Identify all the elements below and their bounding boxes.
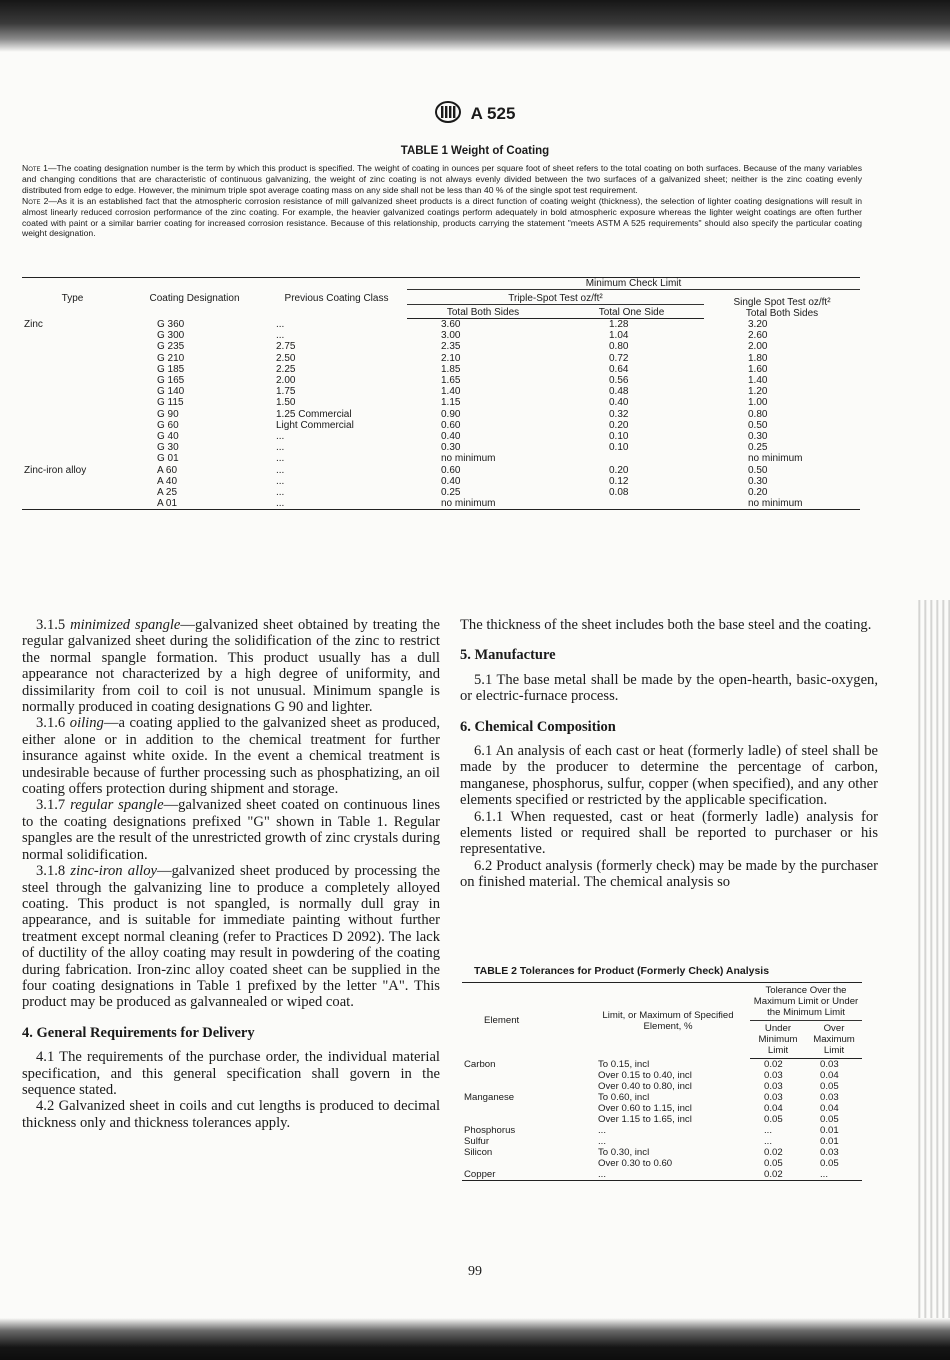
cell-previous: ... [276,431,285,443]
cell-single-spot: 0.20 [748,487,768,499]
cell-total-both: 1.65 [441,375,461,387]
cell-type [22,353,123,364]
table-row [462,1070,862,1081]
table-row [22,397,860,408]
cell-over: 0.04 [820,1103,839,1114]
cell-single-spot: 0.30 [748,431,768,443]
cell-element: Copper [462,1169,586,1181]
table-row [22,409,860,420]
cell-total-one: 0.10 [609,442,629,454]
cell-type [22,476,123,487]
cell-type [22,364,123,375]
cell-over: 0.04 [820,1070,839,1081]
p317-term: regular spangle [70,797,164,814]
cell-single-spot: no minimum [748,453,803,465]
cell-designation: A 40 [157,475,178,487]
cell-total-one: 0.40 [609,397,629,409]
table-row [462,1081,862,1092]
table-row [22,330,860,341]
p317-text: —galvanized sheet coated on continuous lines to the coating designations prefixed "G" shown in Table 1. Regular spangles are the result of the unrestricted growth of zinc crystals during normal solidification. [22,797,440,863]
cell-over: 0.03 [820,1092,839,1103]
cell-type [22,487,123,498]
astm-logo-icon [435,101,461,128]
para-3-1-6 [22,715,440,797]
cell-single-spot: 1.20 [748,386,768,398]
cell-type [22,341,123,352]
cell-total-one [559,453,704,464]
cell-under: 0.02 [750,1169,806,1181]
table-row [22,487,860,498]
cell-type [22,431,123,442]
cell-total-both: 1.85 [441,363,461,375]
para-4-2-cont: The thickness of the sheet includes both the base steel and the coating. [460,617,872,633]
th-total-one: Total One Side [559,305,704,319]
scan-top-edge [0,0,950,52]
table-row [462,1169,862,1181]
page-number: 99 [468,1264,482,1279]
single-spot-label: Single Spot Test oz/ft² [733,296,831,308]
cell-over: ... [806,1169,862,1181]
cell-previous: ... [276,475,285,487]
cell-single-spot: 1.00 [748,397,768,409]
cell-type [22,442,123,453]
cell-designation: G 30 [157,442,179,454]
th-previous-class: Previous Coating Class [266,278,407,319]
cell-element: Silicon [464,1147,493,1158]
cell-single-spot: 2.60 [748,330,768,342]
cell-type [22,330,123,341]
cell-element: Manganese [464,1092,515,1103]
table-row [22,442,860,453]
cell-type [22,397,123,408]
cell-over: 0.05 [820,1081,839,1092]
cell-total-one: 0.08 [609,487,629,499]
cell-total-both: 0.25 [441,487,461,499]
th-min-check-limit: Minimum Check Limit [407,278,860,290]
cell-limit: Over 0.30 to 0.60 [598,1158,673,1169]
cell-total-one: 0.72 [609,352,629,364]
cell-previous: ... [276,464,285,476]
designation-title: A 525 [470,103,516,123]
cell-limit: Over 1.15 to 1.65, incl [598,1114,692,1125]
cell-total-both: 0.40 [441,431,461,443]
table-row [22,319,860,331]
cell-previous: ... [276,319,285,330]
cell-previous: 1.50 [276,397,296,409]
cell-total-both: no minimum [407,498,559,510]
cell-total-both: no minimum [441,453,496,465]
cell-total-both: 0.60 [441,464,461,476]
cell-total-both: 3.00 [441,330,461,342]
cell-total-one: 0.80 [609,341,629,353]
cell-total-both: 0.30 [441,442,461,454]
para-6-1: 6.1 An analysis of each cast or heat (formerly ladle) of steel shall be made by the producer to determine the percentage of carbon, manganese, phosphorus, sulfur, copper (when specified), and any other elements specified or restricted by the applicable specification. [460,743,878,809]
table-row [462,1059,862,1071]
p315-num: 3.1.5 [36,617,66,633]
table2-wrapper [462,965,862,1181]
cell-limit: Over 0.60 to 1.15, incl [598,1103,692,1114]
cell-total-one: 0.64 [609,363,629,375]
cell-type [22,453,123,464]
cell-total-both: 0.40 [441,475,461,487]
cell-single-spot: no minimum [704,498,860,510]
note1-label: Note 1 [22,163,48,173]
cell-single-spot: 0.25 [748,442,768,454]
cell-previous: 2.25 [276,363,296,375]
table2-title: TABLE 2 Tolerances for Product (Formerly Check) Analysis [474,965,770,977]
cell-previous: ... [276,442,285,454]
table-row [22,465,860,476]
cell-designation: G 140 [157,386,185,398]
cell-previous: 2.75 [276,341,296,353]
cell-element [462,1103,586,1114]
cell-single-spot: 0.50 [748,419,768,431]
cell-over: 0.01 [820,1136,839,1147]
cell-designation: G 01 [157,453,179,465]
cell-previous: ... [266,498,407,510]
table-row [22,476,860,487]
table-row [22,498,860,510]
cell-previous: 2.50 [276,352,296,364]
section-4-heading: 4. General Requirements for Delivery [22,1024,255,1041]
note-2 [22,196,862,240]
cell-limit: Over 0.15 to 0.40, incl [598,1070,692,1081]
cell-designation: G 210 [157,352,185,364]
cell-designation: G 60 [157,419,179,431]
th-coating-designation: Coating Designation [123,278,266,319]
cell-total-both: 0.90 [441,408,461,420]
cell-over: 0.05 [820,1158,839,1169]
cell-type [22,386,123,397]
table-row [462,1103,862,1114]
para-3-1-7 [22,797,440,863]
p318-text: —galvanized sheet produced by processing the steel through the galvanizing line to produce a completely alloyed coating. This product is not spangled, is normally dull gray in appearance, and is suitable for immediate painting without further treatment except normal cleaning (refer to Practices D 2092). The lack of ductility of the alloy coating may result in powdering of the coating during fabrication. Iron-zinc alloy coated sheet can be supplied in the four coating designations in Table 1 prefixed by the letter "A". This product may be produced as galvannealed or wiped coat. [22,863,441,1011]
cell-limit: Over 0.40 to 0.80, incl [598,1081,692,1092]
table2-tolerances [462,982,862,1181]
p315-term: minimized spangle [70,617,181,633]
cell-limit: ... [598,1136,606,1147]
cell-designation: A 60 [157,464,178,476]
cell-single-spot: 1.60 [748,363,768,375]
table-row [22,364,860,375]
cell-designation: G 90 [157,408,179,420]
cell-single-spot: 1.80 [748,352,768,364]
cell-total-one: 0.48 [609,386,629,398]
cell-type [22,409,123,420]
cell-element [462,1070,586,1081]
cell-previous: 1.25 Commercial [276,408,352,420]
cell-under: 0.03 [764,1092,783,1103]
cell-over: 0.01 [820,1125,839,1136]
cell-designation: G 185 [157,363,185,375]
table-row [22,386,860,397]
table1-title: TABLE 1 Weight of Coating [400,145,550,157]
cell-previous: ... [276,330,285,342]
th-single-spot [704,290,860,319]
th-tolerance: Tolerance Over the Maximum Limit or Under the Minimum Limit [750,983,862,1021]
th-triple-spot: Triple-Spot Test oz/ft² [407,290,704,305]
cell-total-one: 0.32 [609,408,629,420]
cell-total-one: 0.20 [609,464,629,476]
para-5-1: 5.1 The base metal shall be made by the open-hearth, basic-oxygen, or electric-furnace process. [460,671,878,705]
cell-total-both: 3.60 [441,319,461,330]
cell-designation: G 40 [157,431,179,443]
th-under-min: Under Minimum Limit [750,1021,806,1059]
cell-type [22,498,123,510]
cell-type: Zinc-iron alloy [24,464,87,476]
cell-over: 0.03 [820,1147,839,1158]
cell-single-spot: 0.30 [748,475,768,487]
cell-under: ... [764,1136,772,1147]
cell-total-one: 1.28 [609,319,629,330]
cell-element: Carbon [464,1058,496,1070]
table-row [22,353,860,364]
scan-bottom-edge [0,1318,950,1360]
cell-total-both: 2.10 [441,352,461,364]
table-row [462,1158,862,1169]
table1-weight-of-coating [22,277,860,510]
cell-total-both: 0.60 [441,419,461,431]
cell-limit: To 0.60, incl [598,1092,650,1103]
cell-single-spot: 3.20 [748,319,768,330]
cell-total-one: 0.20 [609,419,629,431]
p316-num: 3.1.6 [36,715,66,732]
cell-under: 0.05 [764,1114,783,1125]
p316-term: oiling [69,715,104,732]
cell-previous: 2.00 [276,375,296,387]
cell-limit: To 0.15, incl [598,1058,650,1070]
cell-previous: ... [276,453,285,465]
p316-text: —a coating applied to the galvanized sheet as produced, either alone or in addition to the chemical treatment for further insurance against white oxide. In the event a chemical treatment is undesirable because of further processing such as phosphatizing, an oil coating offers protection during shipment and storage. [22,715,440,798]
cell-element: Phosphorus [464,1125,516,1136]
cell-limit: ... [586,1169,750,1181]
cell-previous: ... [276,487,285,499]
section-5-heading: 5. Manufacture [460,647,556,664]
p318-term: zinc-iron alloy [70,863,157,880]
table-row [462,1092,862,1103]
cell-element [462,1081,586,1092]
cell-element [462,1158,586,1169]
cell-single-spot: 0.50 [748,464,768,476]
table-row [462,1125,862,1136]
cell-over: 0.05 [820,1114,839,1125]
cell-designation: G 115 [157,397,184,409]
cell-limit: ... [598,1125,606,1136]
cell-total-one [559,498,704,510]
p315-text: —galvanized sheet obtained by treating the regular galvanized sheet during the solidification of the zinc to restrict the normal spangle formation. This product usually has a dull appearance not characterized by a high degree of uniformity, and dissimilarity from coil to coil is not unusual. Minimum spangle is normally produced in coating designations G 90 and lighter. [22,617,441,716]
para-3-1-8 [22,863,440,1011]
cell-single-spot: 0.80 [748,408,768,420]
table-row [22,341,860,352]
cell-over: 0.03 [820,1059,839,1070]
th-type: Type [22,278,123,319]
p318-num: 3.1.8 [36,863,66,880]
cell-total-one: 0.10 [609,431,629,443]
cell-under: 0.03 [764,1070,783,1081]
para-4-1: 4.1 The requirements of the purchase order, the individual material specification, and this general specification shall govern in the sequence stated. [22,1049,440,1098]
cell-designation: A 01 [123,498,266,510]
table-row [462,1147,862,1158]
cell-designation: A 25 [157,487,178,499]
note2-text: —As it is an established fact that the atmospheric corrosion resistance of mill galvanized sheet products is a direct function of coating weight (thickness), the selection of lighter coating designations will result in almost linearly reduced corrosion performance of the zinc coating. For example, the heavier galvanized coatings perform adequately in bold atmospheric exposure whereas the lighter weight coatings are often further coated with paint or a similar barrier coating for increased corrosion resistance. Because of this relationship, products carrying the statement "meets ASTM A 525 requirements" should also specify the particular coating weight designation. [22,195,862,239]
right-column [460,617,878,891]
cell-under: ... [764,1125,772,1136]
cell-element [462,1114,586,1125]
para-4-2: 4.2 Galvanized sheet in coils and cut lengths is produced to decimal thickness only and thickness tolerances apply. [22,1098,440,1131]
table1-body [22,319,860,510]
cell-single-spot: 2.00 [748,341,768,353]
cell-under: 0.02 [764,1147,783,1158]
cell-total-one: 1.04 [609,330,629,342]
cell-type [22,375,123,386]
para-3-1-5 [22,617,440,715]
table-row [22,453,860,464]
cell-type: Zinc [24,319,43,330]
table-row [22,420,860,431]
note2-label: Note 2 [22,195,49,206]
scan-right-edge [915,600,950,1320]
cell-previous: 1.75 [276,386,296,398]
cell-type [22,420,123,431]
cell-total-one: 0.56 [609,375,629,387]
th-limit: Limit, or Maximum of Specified Element, % [586,983,750,1059]
table-row [22,375,860,386]
section-6-heading: 6. Chemical Composition [460,718,616,735]
page-header [0,101,950,128]
cell-total-both: 2.35 [441,341,461,353]
note1-text: —The coating designation number is the term by which this product is specified. The weight of coating in ounces per square foot of sheet refers to the total coating on both surfaces. Because of the many variables and changing conditions that are characteristic of continuous galvanizing, the weight of zinc coating is not always evenly divided between the two surfaces of a galvanized sheet; neither is the zinc coating evenly distributed from edge to edge. However, the minimum triple spot average coating mass on any side shall not be less than 40 % of the single spot test requirement. [22,163,862,195]
para-6-2: 6.2 Product analysis (formerly check) may be made by the purchaser on finished material. The chemical analysis so [460,857,878,891]
table1-notes [22,163,862,239]
cell-total-both: 1.40 [441,386,461,398]
cell-total-one: 0.12 [609,475,629,487]
table-row [22,431,860,442]
p317-num: 3.1.7 [36,797,66,814]
cell-designation: G 165 [157,375,185,387]
table-row [462,1136,862,1147]
table-row [462,1114,862,1125]
cell-under: 0.03 [764,1081,783,1092]
th-element: Element [462,983,586,1059]
para-6-1-1: 6.1.1 When requested, cast or heat (formerly ladle) analysis for elements listed or required shall be reported to purchaser or his representative. [460,808,878,858]
cell-element: Sulfur [464,1136,490,1147]
cell-under: 0.05 [764,1158,783,1169]
cell-under: 0.04 [764,1103,783,1114]
th-over-max: Over Maximum Limit [806,1021,862,1059]
single-total-both: Total Both Sides [745,307,819,319]
cell-designation: G 360 [157,319,185,330]
cell-limit: To 0.30, incl [598,1147,650,1158]
note-1 [22,163,862,196]
cell-previous: Light Commercial [276,419,354,431]
cell-under: 0.02 [764,1059,783,1070]
cell-designation: G 300 [157,330,185,342]
table2-body [462,1059,862,1181]
cell-total-both: 1.15 [441,397,461,409]
cell-designation: G 235 [157,341,185,353]
cell-single-spot: 1.40 [748,375,768,387]
left-column [22,617,440,1131]
th-total-both: Total Both Sides [407,305,559,319]
